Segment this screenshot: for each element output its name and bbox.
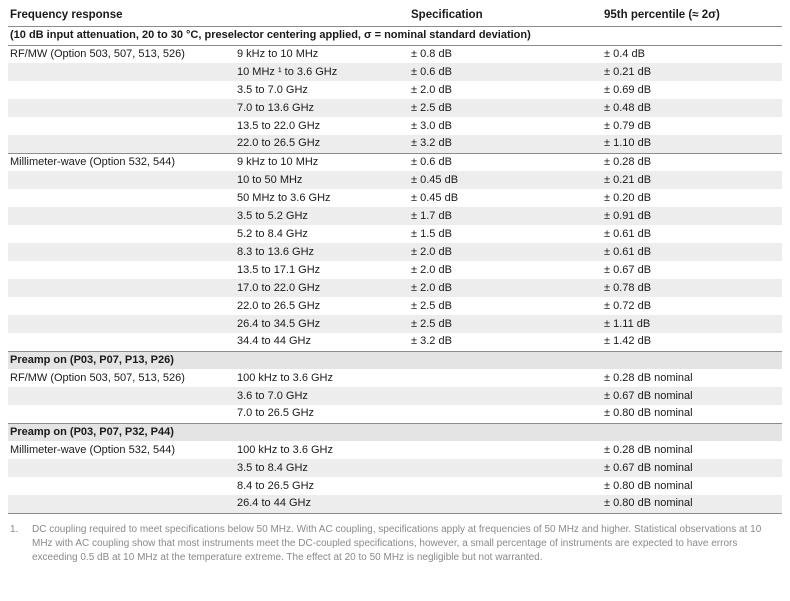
frequency-range-cell: 8.4 to 26.5 GHz	[237, 479, 315, 492]
frequency-range-cell: 50 MHz to 3.6 GHz	[237, 191, 331, 204]
percentile-cell: ± 0.28 dB nominal	[604, 371, 693, 384]
percentile-cell: ± 0.21 dB	[604, 65, 652, 78]
section-label-cell	[8, 243, 235, 261]
spec-cell	[409, 369, 602, 387]
section-label-cell	[8, 459, 235, 477]
percentile-cell: ± 0.72 dB	[604, 299, 652, 312]
spec-cell	[409, 495, 602, 513]
spec-cell: ± 2.0 dB	[411, 245, 452, 258]
table-row	[8, 405, 782, 423]
percentile-cell: ± 0.21 dB	[604, 173, 652, 186]
spec-cell: ± 0.45 dB	[411, 173, 459, 186]
percentile-cell: ± 0.28 dB nominal	[604, 443, 693, 456]
table-row	[8, 189, 782, 207]
section-label-cell	[8, 315, 235, 333]
section-label-cell	[8, 279, 235, 297]
section-label-cell: RF/MW (Option 503, 507, 513, 526)	[10, 371, 185, 384]
section-label-cell	[8, 333, 235, 351]
section-label-cell	[8, 477, 235, 495]
spec-cell: ± 3.0 dB	[411, 119, 452, 132]
frequency-range-cell: 3.5 to 8.4 GHz	[237, 461, 308, 474]
percentile-cell: ± 0.67 dB	[604, 263, 652, 276]
percentile-cell: ± 0.28 dB	[602, 153, 782, 171]
table-row	[8, 459, 782, 477]
frequency-response-table	[8, 6, 782, 514]
table-row	[8, 261, 782, 279]
table-row	[8, 477, 782, 495]
frequency-range-cell: 13.5 to 17.1 GHz	[237, 263, 321, 276]
spec-cell	[409, 477, 602, 495]
percentile-cell: ± 0.61 dB	[604, 245, 652, 258]
section-label-cell: Millimeter-wave (Option 532, 544)	[8, 153, 235, 171]
band-row	[8, 423, 782, 441]
frequency-range-cell: 3.5 to 7.0 GHz	[237, 83, 308, 96]
table-row	[8, 225, 782, 243]
section-label-cell	[8, 225, 235, 243]
spec-cell: ± 0.45 dB	[411, 191, 459, 204]
spec-cell: ± 2.5 dB	[411, 299, 452, 312]
percentile-cell: ± 0.61 dB	[604, 227, 652, 240]
percentile-cell: ± 0.79 dB	[604, 119, 652, 132]
percentile-cell: ± 1.42 dB	[604, 335, 652, 348]
footnote-text: DC coupling required to meet specifications below 50 MHz. With AC coupling, specifications apply at frequencies of 50 MHz and higher. Statistical observations at 10 MHz with AC coupling show that most instruments meet the DC-coupled specifications, however, a small percentage of instruments are expected to have errors exceeding 0.5 dB at 10 MHz at the temperature extreme. The effect at 20 to 50 MHz is negligible but not warranted.	[32, 523, 762, 563]
table-row	[8, 171, 782, 189]
frequency-range-cell: 22.0 to 26.5 GHz	[237, 299, 321, 312]
frequency-range-cell: 9 kHz to 10 MHz	[235, 153, 409, 171]
percentile-cell: ± 0.69 dB	[604, 83, 652, 96]
percentile-cell: ± 0.20 dB	[604, 191, 652, 204]
table-row	[8, 441, 782, 459]
table-row	[8, 45, 782, 63]
spec-cell	[409, 459, 602, 477]
condition-note-row	[8, 26, 782, 45]
frequency-range-cell: 100 kHz to 3.6 GHz	[237, 443, 333, 456]
percentile-cell: ± 0.67 dB nominal	[604, 389, 693, 402]
percentile-cell: ± 0.80 dB nominal	[604, 479, 693, 492]
frequency-range-cell: 100 kHz to 3.6 GHz	[237, 371, 333, 384]
spec-cell: ± 2.0 dB	[411, 83, 452, 96]
spec-cell	[409, 441, 602, 459]
section-label-cell	[8, 135, 235, 153]
spec-cell: ± 2.0 dB	[411, 263, 452, 276]
band-label: Preamp on (P03, P07, P13, P26)	[8, 351, 782, 369]
footnote-number: 1.	[10, 523, 19, 535]
frequency-range-cell: 8.3 to 13.6 GHz	[237, 245, 315, 258]
spec-cell	[409, 387, 602, 405]
spec-cell: ± 2.5 dB	[411, 101, 452, 114]
spec-cell: ± 2.0 dB	[411, 281, 452, 294]
section-label-cell	[8, 387, 235, 405]
table-row	[8, 333, 782, 351]
column-header-percentile: 95th percentile (≈ 2σ)	[602, 6, 782, 26]
section-label-cell: RF/MW (Option 503, 507, 513, 526)	[10, 47, 185, 60]
table-row	[8, 297, 782, 315]
percentile-cell: ± 1.11 dB	[604, 317, 651, 330]
table-row	[8, 117, 782, 135]
table-row	[8, 279, 782, 297]
table-row	[8, 495, 782, 513]
section-label-cell	[8, 405, 235, 423]
section-label-cell	[8, 171, 235, 189]
condition-note: (10 dB input attenuation, 20 to 30 °C, preselector centering applied, σ = nominal standard deviation)	[8, 26, 782, 45]
column-header-frequency-response: Frequency response	[8, 6, 409, 26]
section-label-cell	[8, 99, 235, 117]
section-label-cell	[8, 207, 235, 225]
frequency-range-cell: 22.0 to 26.5 GHz	[237, 137, 321, 150]
percentile-cell: ± 0.48 dB	[604, 101, 652, 114]
spec-cell: ± 2.5 dB	[411, 317, 452, 330]
frequency-range-cell: 5.2 to 8.4 GHz	[237, 227, 308, 240]
section-label-cell	[8, 117, 235, 135]
section-label-cell	[8, 297, 235, 315]
frequency-range-cell: 3.6 to 7.0 GHz	[237, 389, 308, 402]
percentile-cell: ± 0.4 dB	[604, 47, 645, 60]
frequency-range-cell: 34.4 to 44 GHz	[237, 335, 311, 348]
table-row	[8, 243, 782, 261]
percentile-cell: ± 0.80 dB nominal	[602, 495, 782, 513]
column-header-specification: Specification	[409, 6, 602, 26]
frequency-range-cell: 10 to 50 MHz	[237, 173, 303, 186]
percentile-cell: ± 0.78 dB	[604, 281, 652, 294]
section-label-cell	[8, 81, 235, 99]
frequency-range-cell: 10 MHz ¹ to 3.6 GHz	[237, 65, 338, 78]
table-row	[8, 99, 782, 117]
spec-cell: ± 3.2 dB	[411, 335, 452, 348]
band-label: Preamp on (P03, P07, P32, P44)	[8, 423, 782, 441]
table-row	[8, 63, 782, 81]
band-row	[8, 351, 782, 369]
frequency-range-cell: 17.0 to 22.0 GHz	[237, 281, 321, 294]
frequency-range-cell: 7.0 to 13.6 GHz	[237, 101, 315, 114]
frequency-range-cell: 9 kHz to 10 MHz	[237, 47, 319, 60]
frequency-range-cell: 13.5 to 22.0 GHz	[237, 119, 321, 132]
table-row	[8, 369, 782, 387]
spec-cell: ± 3.2 dB	[411, 137, 452, 150]
table-row	[8, 153, 782, 171]
section-label-cell	[8, 63, 235, 81]
table-row	[8, 207, 782, 225]
percentile-cell: ± 0.91 dB	[604, 209, 652, 222]
table-header-row	[8, 6, 782, 26]
frequency-range-cell: 7.0 to 26.5 GHz	[237, 407, 315, 420]
table-row	[8, 135, 782, 153]
footnote	[10, 523, 780, 565]
table-row	[8, 387, 782, 405]
frequency-range-cell: 3.5 to 5.2 GHz	[237, 209, 308, 222]
section-label-cell	[8, 189, 235, 207]
percentile-cell: ± 0.80 dB nominal	[604, 407, 693, 420]
frequency-range-cell: 26.4 to 34.5 GHz	[237, 317, 321, 330]
spec-cell	[409, 405, 602, 423]
table-row	[8, 315, 782, 333]
spec-cell: ± 0.6 dB	[409, 153, 602, 171]
spec-cell: ± 1.5 dB	[411, 227, 452, 240]
spec-cell: ± 0.8 dB	[411, 47, 452, 60]
section-label-cell: Millimeter-wave (Option 532, 544)	[10, 443, 176, 456]
percentile-cell: ± 1.10 dB	[604, 137, 652, 150]
frequency-range-cell: 26.4 to 44 GHz	[235, 495, 409, 513]
section-label-cell	[8, 495, 235, 513]
table-row	[8, 81, 782, 99]
section-label-cell	[8, 261, 235, 279]
percentile-cell: ± 0.67 dB nominal	[604, 461, 693, 474]
spec-cell: ± 1.7 dB	[411, 209, 452, 222]
spec-cell: ± 0.6 dB	[411, 65, 452, 78]
